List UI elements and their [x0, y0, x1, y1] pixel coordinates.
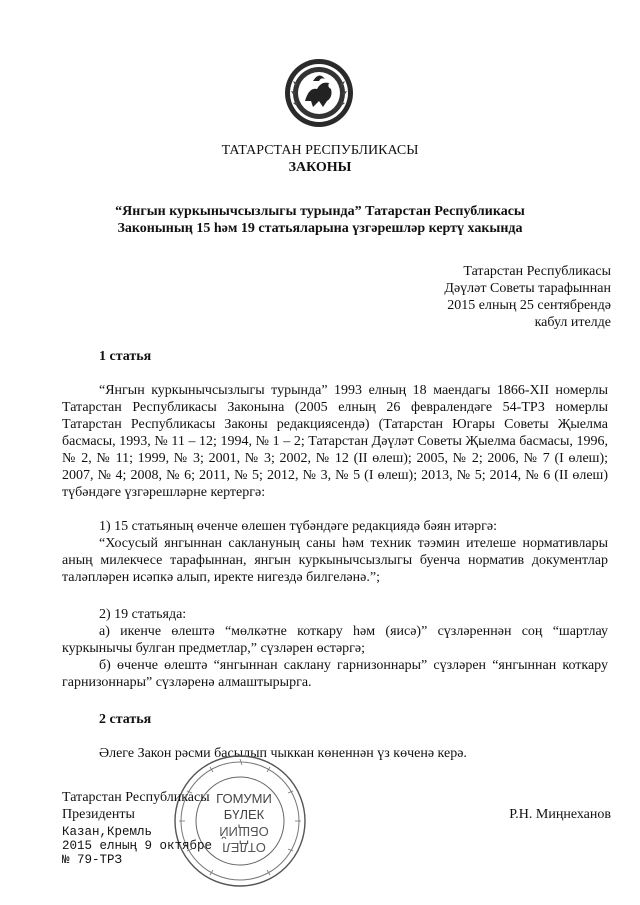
- article-2-heading: 2 статья: [99, 712, 152, 727]
- adoption-line-1: Татарстан Республикасы: [463, 264, 611, 279]
- stamp-line-1: ГОМУМИ: [216, 791, 272, 806]
- article-2-text: Әлеге Закон рәсми басылып чыккан көненнән үз көченә керә.: [99, 746, 467, 761]
- signing-date: 2015 елның 9 октябре: [62, 839, 213, 853]
- law-title-line-2: Законының 15 һәм 19 статьяларына үзгәрешләр кертү хакында: [117, 221, 523, 236]
- signatory-name: Р.Н. Миңнеханов: [509, 807, 611, 822]
- signatory-position-line-1: Татарстан Республикасы: [62, 790, 210, 805]
- adoption-line-2: Дәүләт Советы тарафыннан: [444, 281, 611, 296]
- article-1-item-2-a: а) икенче өлештә “мөлкәтне коткару һәм (яисә)” сүзләреннән соң “шартлау куркынычы булган предметлар,” сүзләрен өстәргә;: [62, 624, 608, 656]
- article-1-item-1: 1) 15 статьяның өченче өлешен түбәндәге редакциядә бәян итәргә:: [99, 519, 497, 534]
- article-1-heading: 1 статья: [99, 349, 152, 364]
- law-number: № 79-ТРЗ: [62, 853, 123, 867]
- stamp-line-4: ОТДЕЛ: [222, 840, 266, 855]
- adoption-line-3: 2015 елның 25 сентябрендә: [447, 298, 611, 313]
- article-1-item-2-b: б) өченче өлештә “янгыннан саклану гарнизоннары” сүзләрен “янгыннан коткару гарнизоннары” сүзләренә алмаштырырга.: [62, 658, 608, 690]
- article-1-intro: “Янгын куркынычсызлыгы турында” 1993 елның 18 маендагы 1866-XII номерлы Татарстан Республикасы Законына (2005 елның 26 февралендәге 54-ТРЗ номерлы Татарстан Республикасы Законы редакциясендә) (Татарстан Югары Советы Җыелма басмасы, 1993, № 11 – 12; 1994, № 1 – 2; Татарстан Дәүләт Советы Җыелма басмасы, 1996, № 2, № 11; 1999, № 3; 2001, № 3; 2002, № 12 (II өлеш); 2005, № 2; 2006, № 7 (I өлеш); 2007, № 4; 2008, № 6; 2011, № 5; 2012, № 3, № 5 (I өлеш); 2013, № 5; 2014, № 6 (II өлеш) түбәндәге үзгәрешләрне кертергә:: [62, 383, 608, 500]
- coat-of-arms-icon: [283, 57, 355, 129]
- law-title-line-1: “Янгын куркынычсызлыгы турында” Татарстан Республикасы: [115, 204, 525, 219]
- stamp-line-3: ОБЩИЙ: [219, 824, 269, 839]
- signing-place: Казан,Кремль: [62, 825, 153, 839]
- stamp-line-2: БҮЛЕК: [223, 807, 265, 822]
- document-type: ЗАКОНЫ: [288, 160, 352, 175]
- adoption-line-4: кабул ителде: [534, 315, 611, 330]
- signatory-position-line-2: Президенты: [62, 807, 135, 822]
- official-stamp-icon: [172, 753, 308, 889]
- article-1-item-2: 2) 19 статьяда:: [99, 607, 187, 622]
- article-1-item-1-quote: “Хосусый янгыннан саклануның саны һәм техник тәэмин ителеше нормативлары аның милекчесе тарафыннан, янгын куркынычсызлыгы буенча норматив документлар таләпләрен исәпкә алып, иректе нигездә билгеләнә.”;: [62, 536, 608, 585]
- republic-name: ТАТАРСТАН РЕСПУБЛИКАСЫ: [221, 143, 419, 158]
